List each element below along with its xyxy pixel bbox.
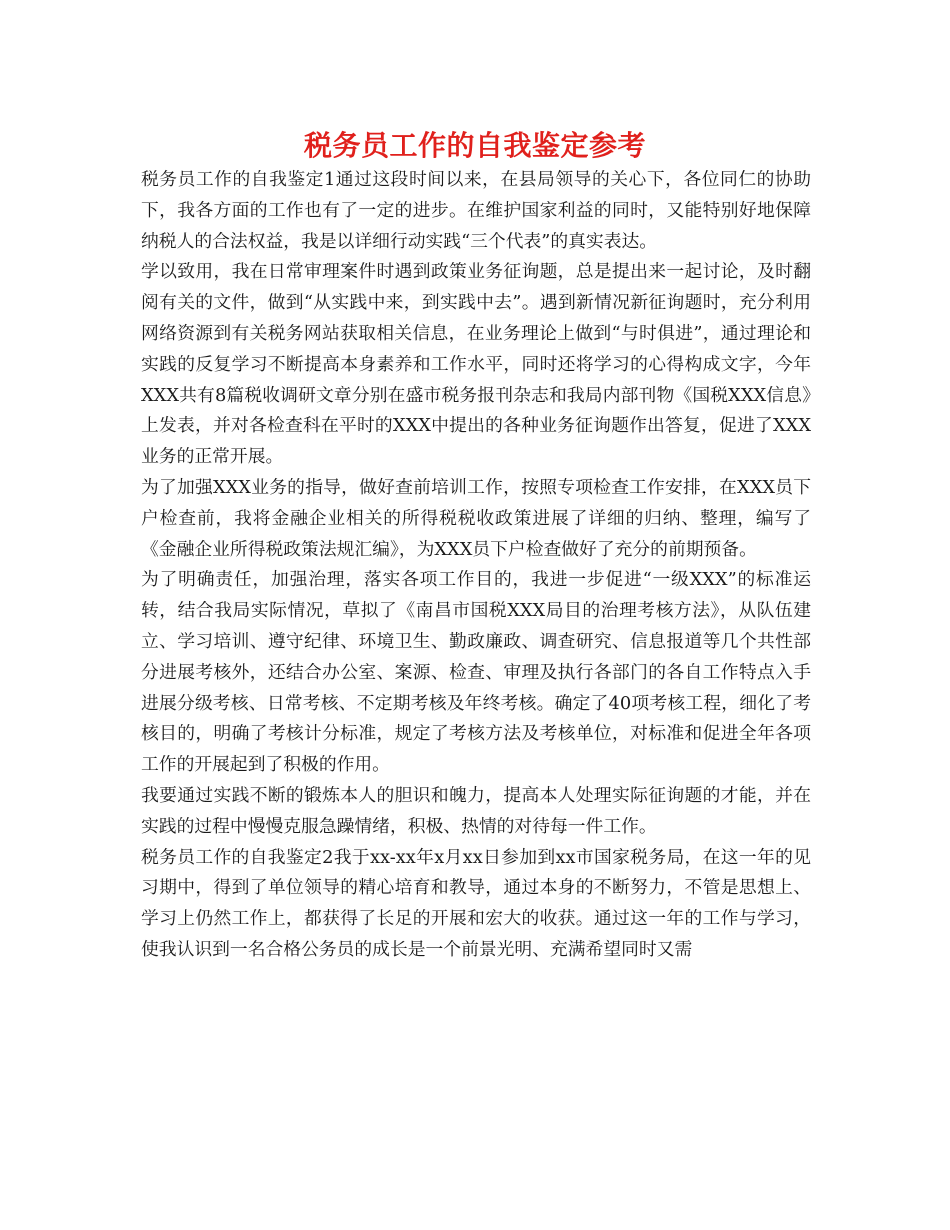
paragraph-4: 为了明确责任，加强治理，落实各项工作目的，我进一步促进“一级XXX”的标准运转，结合我局实际情况，草拟了《南昌市国税XXX局目的治理考核方法》，从队伍建立、学习培训、遵守纪律、环境卫生、勤政廉政、调查研究、信息报道等几个共性部分进展考核外，还结合办公室、案源、检查、审理及执行各部门的各自工作特点入手进展分级考核、日常考核、不定期考核及年终考核。确定了40项考核工程，细化了考核目的，明确了考核计分标准，规定了考核方法及考核单位，对标准和促进全年各项工作的开展起到了积极的作用。	[141, 569, 811, 776]
paragraph-2: 学以致用，我在日常审理案件时遇到政策业务征询题，总是提出来一起讨论，及时翻阅有关的文件，做到“从实践中来，到实践中去”。遇到新情况新征询题时，充分利用网络资源到有关税务网站获取相关信息，在业务理论上做到“与时俱进”，通过理论和实践的反复学习不断提高本身素养和工作水平，同时还将学习的心得构成文字，今年XXX共有8篇税收调研文章分别在盛市税务报刊杂志和我局内部刊物《国税XXX信息》上发表，并对各检查科在平时的XXX中提出的各种业务征询题作出答复，促进了XXX业务的正常开展。	[141, 261, 811, 468]
paragraph-3: 为了加强XXX业务的指导，做好查前培训工作，按照专项检查工作安排，在XXX员下户检查前，我将金融企业相关的所得税税收政策进展了详细的归纳、整理，编写了《金融企业所得税政策法规汇编》，为XXX员下户检查做好了充分的前期预备。	[141, 476, 811, 560]
paragraph-1: 税务员工作的自我鉴定1通过这段时间以来，在县局领导的关心下，各位同仁的协助下，我各方面的工作也有了一定的进步。在维护国家利益的同时，又能特别好地保障纳税人的合法权益，我是以详细行动实践“三个代表”的真实表达。	[141, 169, 811, 252]
paragraph-6: 税务员工作的自我鉴定2我于xx-xx年x月xx日参加到xx市国家税务局，在这一年的见习期中，得到了单位领导的精心培育和教导，通过本身的不断努力，不管是思想上、学习上仍然工作上，都获得了长足的开展和宏大的收获。通过这一年的工作与学习，使我认识到一名合格公务员的成长是一个前景光明、充满希望同时又需	[141, 846, 811, 960]
paragraph-5: 我要通过实践不断的锻炼本人的胆识和魄力，提高本人处理实际征询题的才能，并在实践的过程中慢慢克服急躁情绪，积极、热情的对待每一件工作。	[141, 784, 811, 837]
document-title: 税务员工作的自我鉴定参考	[303, 129, 646, 162]
document-body	[141, 165, 811, 966]
